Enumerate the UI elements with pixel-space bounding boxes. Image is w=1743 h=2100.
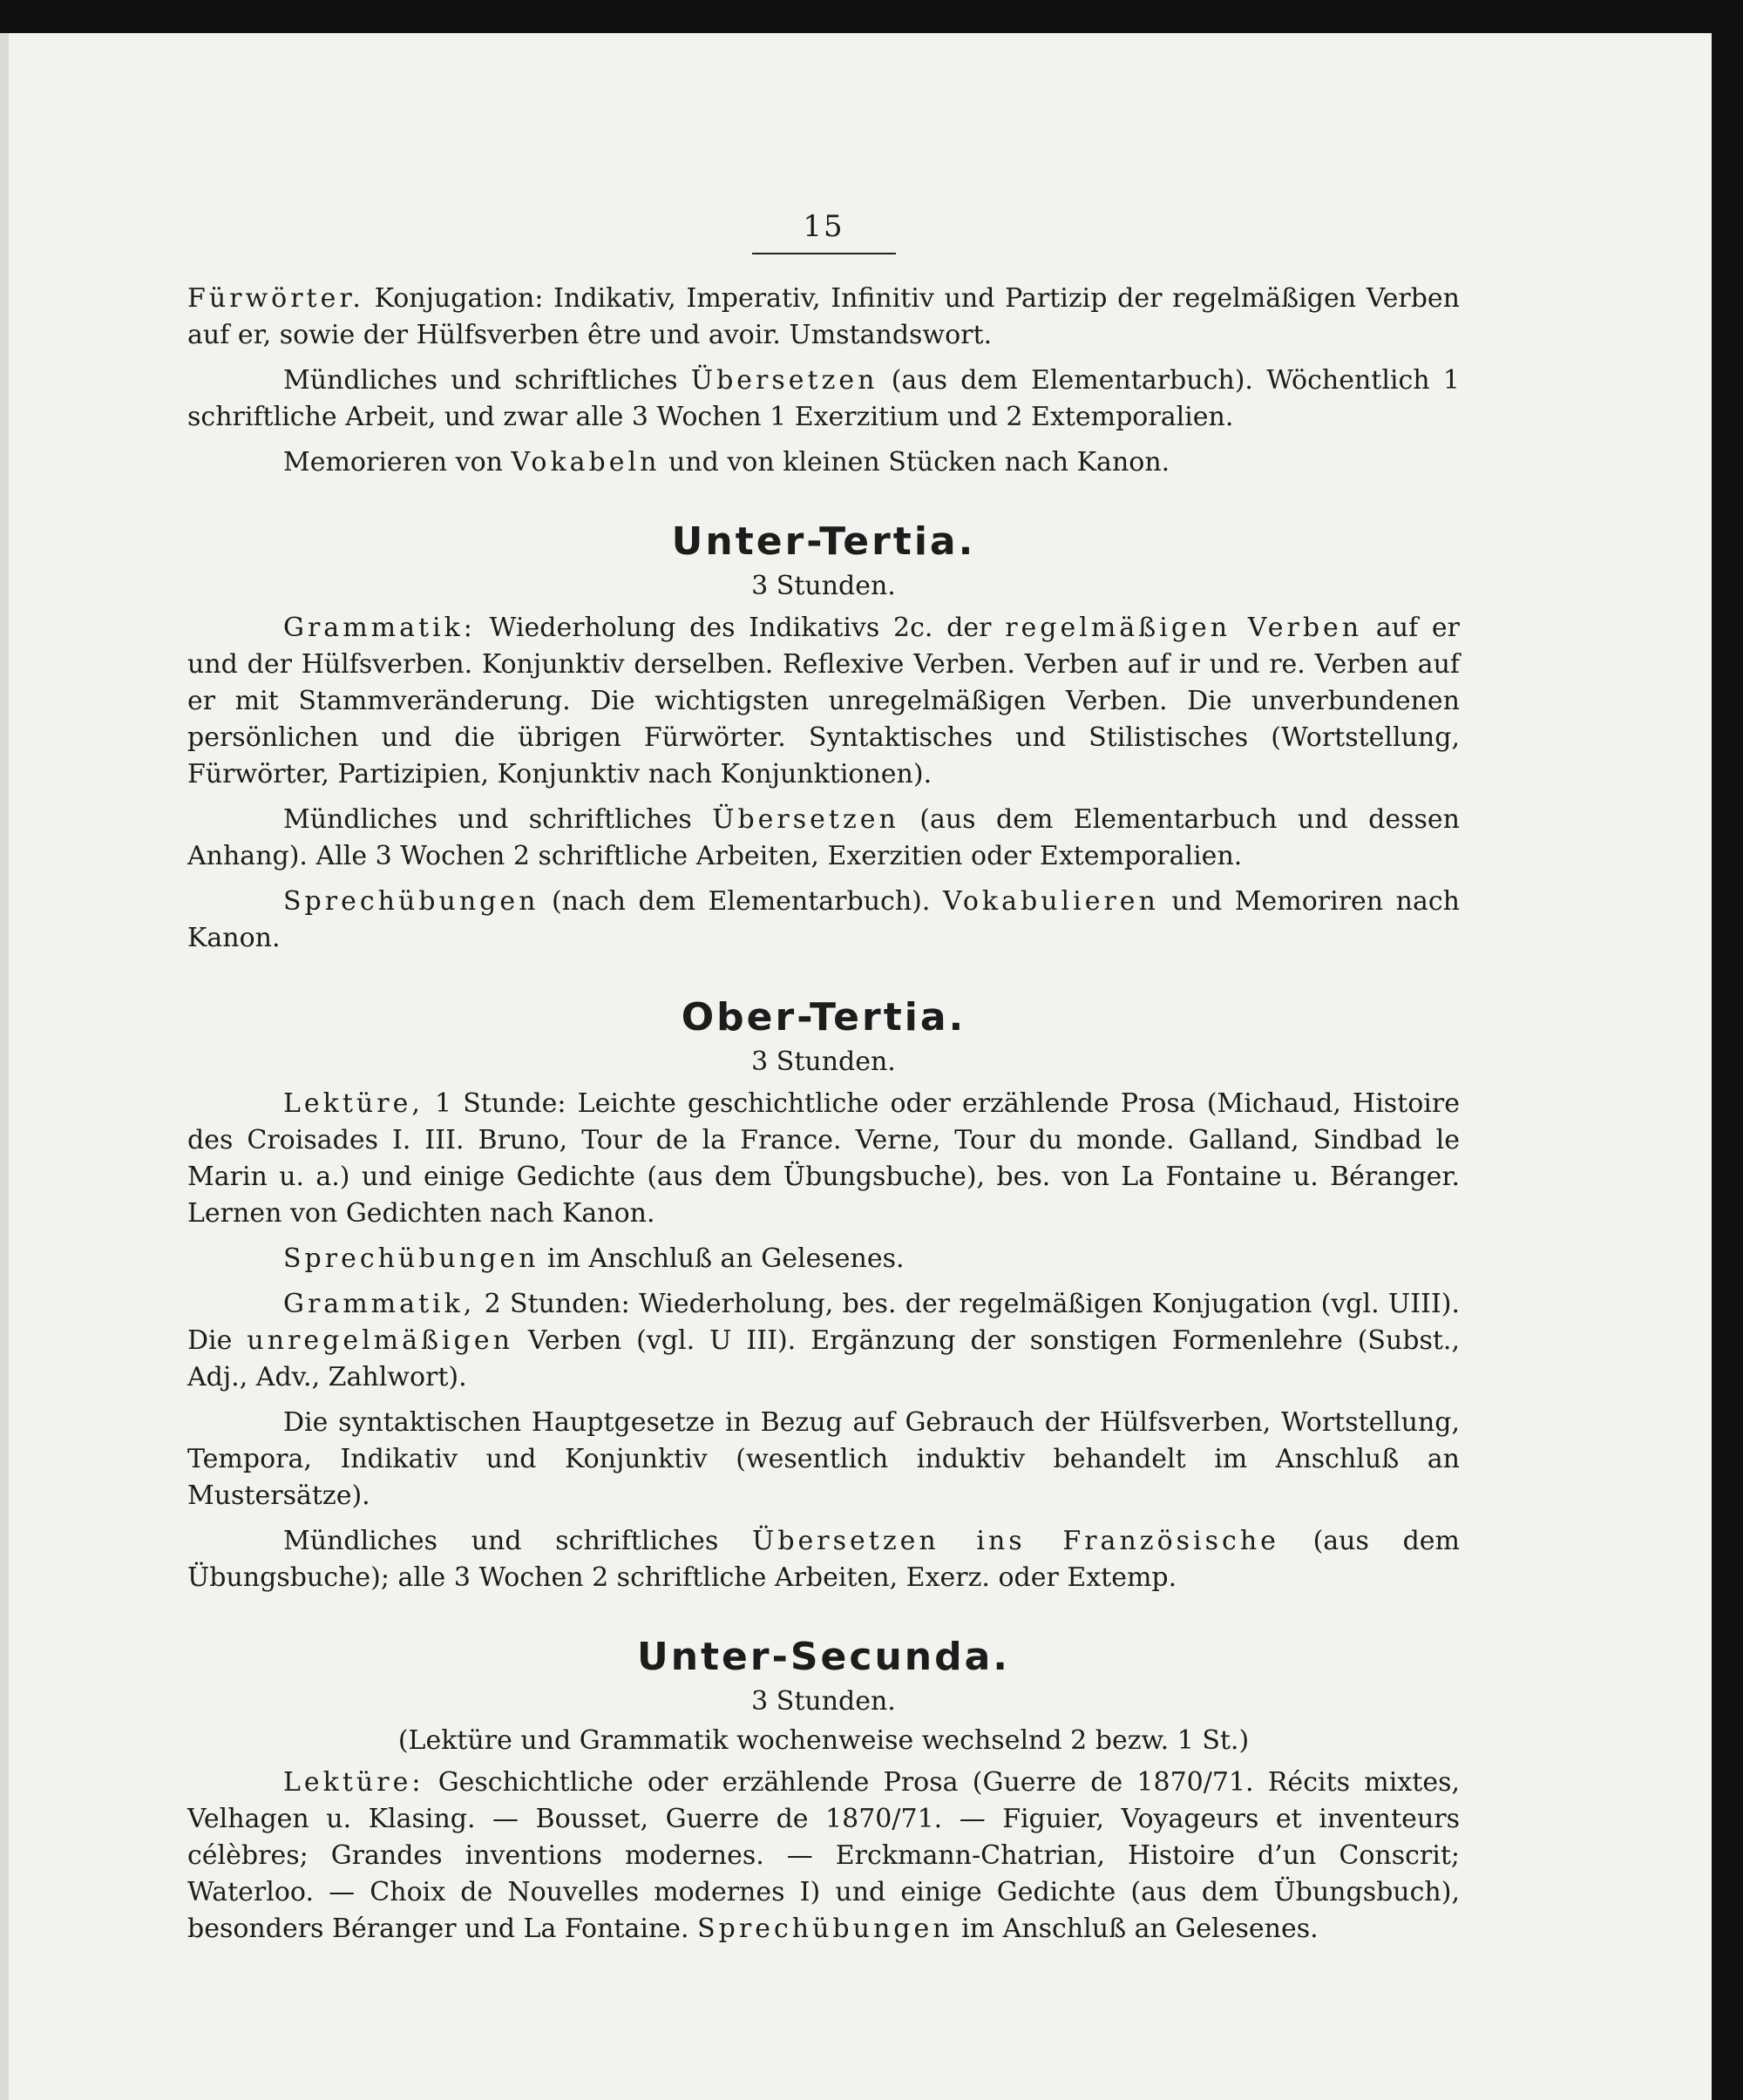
text: (aus dem Elementarbuch und dessen Anhang). Alle 3 Wochen 2 schriftliche Arbeiten, Exerzitien oder Extemporalien. <box>187 804 1460 871</box>
text: Verben (vgl. U III). Ergänzung der sonstigen Formenlehre (Subst., Adj., Adv., Zahlwort). <box>187 1325 1460 1392</box>
label-sprechuebungen: Sprechübungen <box>697 1914 953 1944</box>
section-title-unter-tertia: Unter-Tertia. <box>671 519 976 564</box>
text: und Memoriren nach Kanon. <box>187 886 1460 953</box>
text: (nach dem Elementarbuch). <box>539 886 943 917</box>
section-title-unter-secunda: Unter-Secunda. <box>636 1635 1011 1679</box>
ober-tertia-paragraph-3 <box>187 1286 1460 1396</box>
text: Konjugation: Indikativ, Imperativ, Infinitiv und Partizip der regelmäßigen Verben auf er, sowie der Hülfsverben être und avoir. Umstandswort. <box>187 283 1460 350</box>
text: im Anschluß an Gelesenes. <box>539 1243 905 1274</box>
text: 1 Stunde: Leichte geschichtliche oder erzählende Prosa (Michaud, Histoire des Croisades I. III. Bruno, Tour de la France. Verne, Tour du monde. Galland, Sindbad le Marin u. a.) und einige Gedichte (aus dem Übungsbuche), bes. von La Fontaine u. Béranger. Lernen von Gedichten nach Kanon. <box>187 1088 1460 1229</box>
label-vokabeln: Vokabeln <box>511 447 661 478</box>
label-fuerwoerter: Fürwörter. <box>187 283 364 314</box>
label-uebersetzen: Übersetzen <box>712 804 899 835</box>
label-sprechuebungen: Sprechübungen <box>283 886 539 917</box>
intro-paragraph-2 <box>187 362 1460 436</box>
text: auf er und der Hülfsverben. Konjunktiv derselben. Reflexive Verben. Verben auf ir und re. Verben auf er mit Stammveränderung. Die wichtigsten unregelmäßigen Verben. Die unverbundenen persönlichen und die übrigen Fürwörter. Syntaktisches und Stilistisches (Wortstellung, Fürwörter, Partizipien, Konjunktiv nach Konjunktionen). <box>187 613 1460 789</box>
text: Mündliches und schriftliches <box>283 1526 753 1556</box>
scan-border-right <box>1712 0 1743 2100</box>
label-uebersetzen-ins-franzoesische: Übersetzen ins Französische <box>752 1526 1279 1556</box>
page-number: 15 <box>803 209 844 244</box>
scan-border-top <box>0 0 1743 33</box>
text: (aus dem Elementarbuch). Wöchentlich 1 schriftliche Arbeit, und zwar alle 3 Wochen 1 Exerzitium und 2 Extemporalien. <box>187 365 1460 432</box>
label-regelmaessigen-verben: regelmäßigen Verben <box>1005 613 1363 643</box>
label-grammatik: Grammatik, <box>283 1289 476 1319</box>
text: Mündliches und schriftliches <box>283 804 713 835</box>
text: (aus dem Übungsbuche); alle 3 Wochen 2 schriftliche Arbeiten, Exerz. oder Extemp. <box>187 1526 1460 1593</box>
text: Wiederholung des Indikativs 2c. der <box>475 613 1006 643</box>
text: 2 Stunden: Wiederholung, bes. der regelmäßigen Konjugation (vgl. UIII). Die <box>187 1289 1460 1356</box>
intro-paragraph-3 <box>187 444 1460 481</box>
unter-tertia-paragraph-2 <box>187 802 1460 875</box>
page-content <box>187 209 1460 1956</box>
scan-edge-left <box>0 33 9 2100</box>
text: und von kleinen Stücken nach Kanon. <box>660 447 1170 478</box>
unter-tertia-paragraph-3 <box>187 884 1460 957</box>
section-hours: 3 Stunden. <box>751 571 896 601</box>
text: im Anschluß an Gelesenes. <box>953 1914 1319 1944</box>
label-sprechuebungen: Sprechübungen <box>283 1243 539 1274</box>
label-grammatik: Grammatik: <box>283 613 476 643</box>
label-lektuere: Lektüre, <box>283 1088 424 1119</box>
intro-paragraph-1 <box>187 281 1460 354</box>
section-note: (Lektüre und Grammatik wochenweise wechselnd 2 bezw. 1 St.) <box>397 1725 1250 1756</box>
text: Geschichtliche oder erzählende Prosa (Guerre de 1870/71. Récits mixtes, Velhagen u. Klasing. — Bousset, Guerre de 1870/71. — Figuier, Voyageurs et inventeurs célèbres; Grandes inventions modernes. — Erckmann-Chatrian, Histoire d’un Conscrit; Waterloo. — Choix de Nouvelles modernes I) und einige Gedichte (aus dem Übungsbuch), besonders Béranger und La Fontaine. <box>187 1767 1460 1944</box>
unter-secunda-paragraph-1 <box>187 1765 1460 1948</box>
ober-tertia-paragraph-2 <box>187 1241 1460 1277</box>
ober-tertia-paragraph-4: Die syntaktischen Hauptgesetze in Bezug auf Gebrauch der Hülfsverben, Wortstellung, Tempora, Indikativ und Konjunktiv (wesentlich induktiv behandelt im Anschluß an Mustersätze). <box>187 1407 1460 1511</box>
label-uebersetzen: Übersetzen <box>690 365 878 396</box>
label-unregelmaessigen: unregelmäßigen <box>247 1325 513 1356</box>
ober-tertia-paragraph-1 <box>187 1086 1460 1232</box>
text: Memorieren von <box>283 447 512 478</box>
text: Mündliches und schriftliches <box>283 365 691 396</box>
label-lektuere: Lektüre: <box>283 1767 424 1798</box>
section-hours: 3 Stunden. <box>751 1047 896 1077</box>
unter-tertia-paragraph-1 <box>187 610 1460 793</box>
page-number-rule <box>752 253 896 254</box>
ober-tertia-paragraph-5 <box>187 1523 1460 1596</box>
section-title-ober-tertia: Ober-Tertia. <box>681 995 966 1040</box>
section-hours: 3 Stunden. <box>751 1686 896 1717</box>
label-vokabulieren: Vokabulieren <box>942 886 1159 917</box>
